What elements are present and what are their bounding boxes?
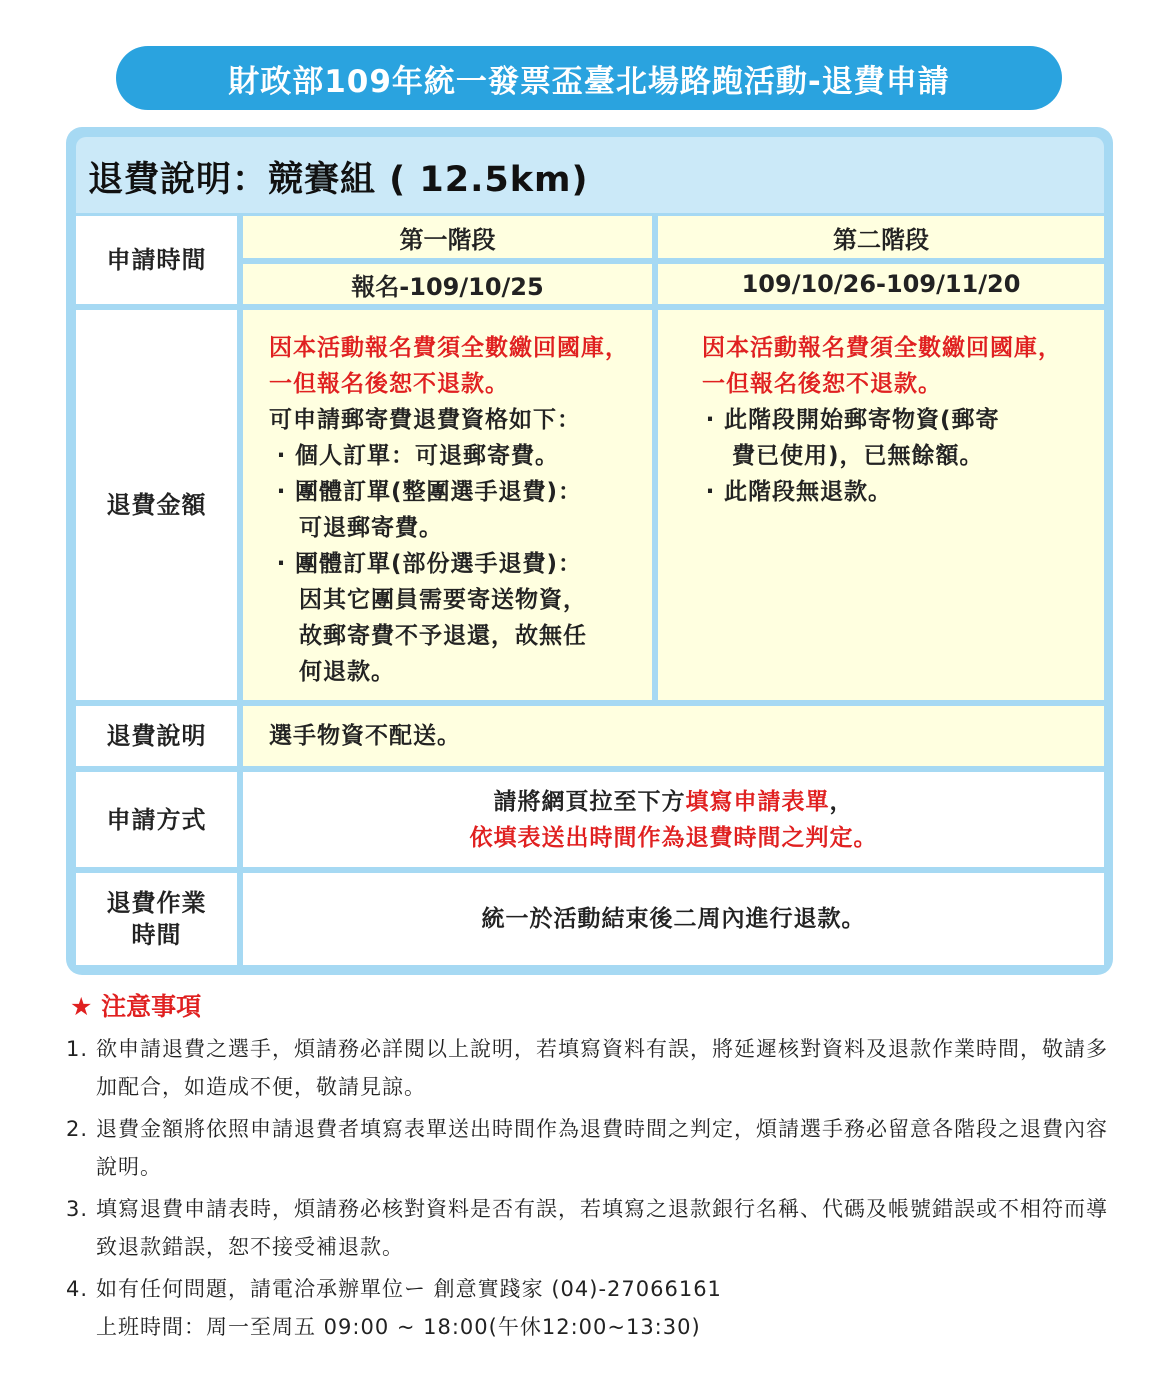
note-number: 3. (66, 1197, 89, 1221)
note-text: 填寫退費申請表時，煩請務必核對資料是否有誤，若填寫之退款銀行名稱、代碼及帳號錯誤或不相符而導致退款錯誤，恕不接受補退款。 (96, 1197, 1108, 1259)
apply-time-label: 申請時間 (76, 216, 237, 304)
note-indent (66, 1308, 96, 1346)
stage1-bullet-cont: 故郵寄費不予退還，故無任 (299, 623, 587, 649)
section-title: 退費說明：競賽組 ( 12.5km) (88, 160, 589, 200)
office-hours: 上班時間：周一至周五 09:00 ~ 18:00(午休12:00~13:30) (96, 1315, 701, 1339)
apply-method-line1 (494, 784, 854, 820)
note-number: 2. (66, 1117, 89, 1141)
note-number: 1. (66, 1037, 89, 1061)
note-text: 欲申請退費之選手，煩請務必詳閱以上說明，若填寫資料有誤，將延遲核對資料及退款作業時間，敬請多加配合，如造成不便，敬請見諒。 (96, 1037, 1108, 1099)
stage2-bullet: ‧ 此階段開始郵寄物資(郵寄 (706, 407, 1000, 433)
stage1-bullet: ‧ 個人訂單：可退郵寄費。 (277, 443, 560, 469)
note-item (66, 1190, 1126, 1266)
refund-note-value: 選手物資不配送。 (269, 723, 461, 749)
stage1-refund-cell (243, 310, 652, 700)
process-time-label-line2: 時間 (131, 921, 182, 949)
refund-note-label: 退費說明 (76, 706, 237, 766)
stage1-intro: 可申請郵寄費退費資格如下： (269, 407, 581, 433)
refund-note-cell (243, 706, 1104, 766)
apply-method-prefix: 請將網頁拉至下方 (493, 788, 686, 815)
apply-form-link[interactable]: 填寫申請表單 (685, 788, 830, 815)
stage1-bullet-cont: 可退郵寄費。 (299, 515, 443, 541)
process-time-label-line1: 退費作業 (106, 889, 207, 917)
stage2-warning: 因本活動報名費須全數繳回國庫，一但報名後恕不退款。 (702, 335, 1062, 397)
apply-method-label: 申請方式 (76, 772, 237, 867)
stage1-date: 報名-109/10/25 (243, 264, 652, 304)
process-time-label (76, 873, 237, 965)
note-number: 4. (66, 1277, 89, 1301)
stage2-bullet-cont: 費已使用)，已無餘額。 (732, 443, 984, 469)
stage2-bullet: ‧ 此階段無退款。 (706, 479, 893, 505)
stage1-bullet-cont: 因其它團員需要寄送物資， (299, 587, 587, 613)
apply-method-cell (243, 772, 1104, 867)
notes-title: ★ 注意事項 (70, 992, 202, 1021)
stage1-bullet: ‧ 團體訂單(整團選手退費)： (277, 479, 583, 505)
note-text: 如有任何問題，請電洽承辦單位ー 創意實踐家 (04)-27066161 (96, 1277, 722, 1301)
stage2-refund-cell (658, 310, 1104, 700)
stage1-title: 第一階段 (243, 216, 652, 258)
refund-amount-label: 退費金額 (76, 310, 237, 700)
page-banner: 財政部109年統一發票盃臺北場路跑活動-退費申請 (116, 46, 1062, 110)
office-hours-line (66, 1308, 1126, 1346)
stage1-bullet-cont: 何退款。 (299, 659, 395, 685)
stage2-date: 109/10/26-109/11/20 (658, 264, 1104, 304)
process-time-cell (243, 873, 1104, 965)
apply-method-line2: 依填表送出時間作為退費時間之判定。 (469, 824, 878, 851)
note-text: 退費金額將依照申請退費者填寫表單送出時間作為退費時間之判定，煩請選手務必留意各階段之退費內容說明。 (96, 1117, 1108, 1179)
note-item (66, 1270, 1126, 1308)
stage2-title: 第二階段 (658, 216, 1104, 258)
note-item (66, 1110, 1126, 1186)
apply-method-suffix: ， (829, 788, 854, 815)
stage1-warning: 因本活動報名費須全數繳回國庫，一但報名後恕不退款。 (269, 335, 629, 397)
note-item (66, 1030, 1126, 1106)
stage1-bullet: ‧ 團體訂單(部份選手退費)： (277, 551, 583, 577)
process-time-value: 統一於活動結束後二周內進行退款。 (481, 906, 866, 932)
notes-list (66, 1030, 1126, 1350)
